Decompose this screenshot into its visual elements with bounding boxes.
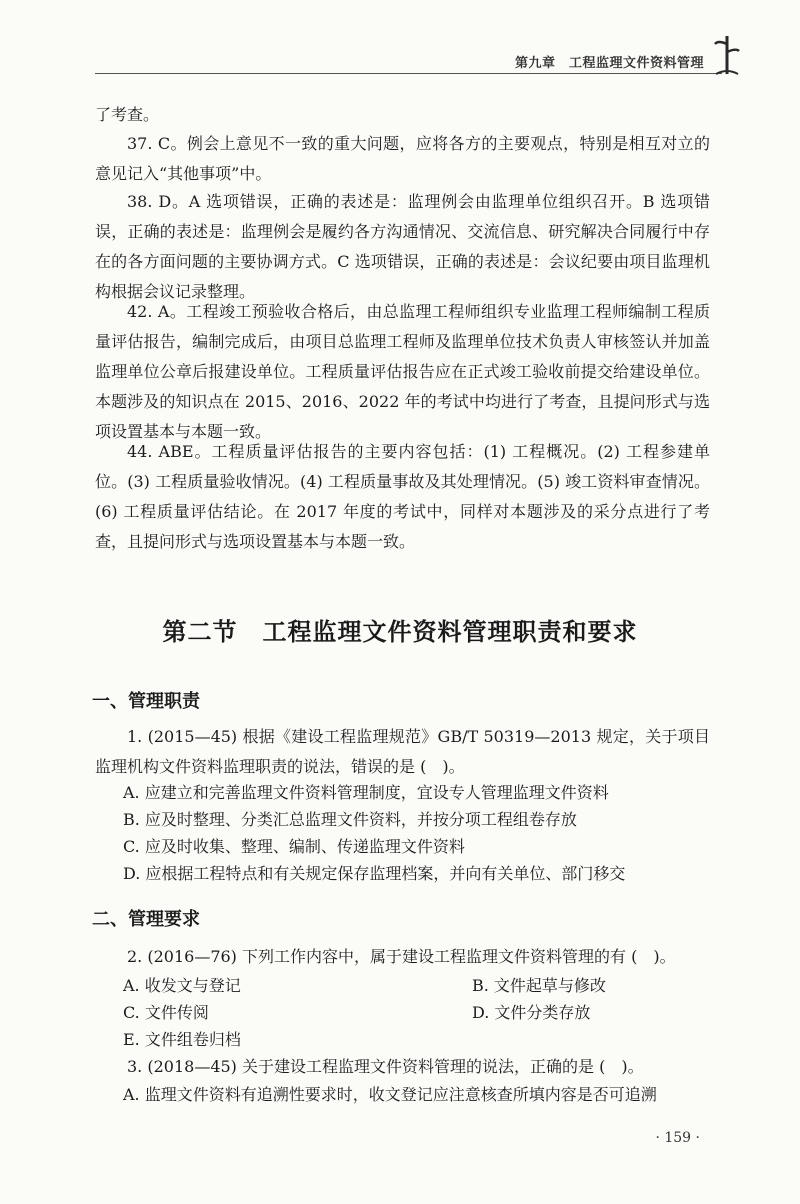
chapter-header-title: 第九章 工程监理文件资料管理 xyxy=(514,56,704,71)
q2-option-c: C. 文件传阅 xyxy=(123,1003,209,1022)
q1-option-a: A. 应建立和完善监理文件资料管理制度，宜设专人管理监理文件资料 xyxy=(123,783,609,802)
q1-option-d: D. 应根据工程特点和有关规定保存监理档案，并向有关单位、部门移交 xyxy=(123,864,626,883)
q2-option-d: D. 文件分类存放 xyxy=(472,1003,591,1022)
section-title: 第二节 工程监理文件资料管理职责和要求 xyxy=(162,618,638,646)
q3-option-a: A. 监理文件资料有追溯性要求时，收文登记应注意核查所填内容是否可追溯 xyxy=(123,1085,657,1104)
answer-44: 44. ABE。工程质量评估报告的主要内容包括：(1) 工程概况。(2) 工程参建单位。(3) 工程质量验收情况。(4) 工程质量事故及其处理情况。(5) 竣工资料审查情况。(6) 工程质量评估结论。在 2017 年度的考试中，同样对本题涉及的采分点进行了考查，且提问形式与选项设置基本与本题一致。 xyxy=(95,442,710,551)
header-rule xyxy=(95,73,722,74)
q1-option-c: C. 应及时收集、整理、编制、传递监理文件资料 xyxy=(123,837,465,856)
q1-option-b: B. 应及时整理、分类汇总监理文件资料，并按分项工程组卷存放 xyxy=(123,810,577,829)
page-number: · 159 · xyxy=(655,1130,700,1146)
answer-38: 38. D。A 选项错误，正确的表述是：监理例会由监理单位组织召开。B 选项错误，正确的表述是：监理例会是履约各方沟通情况、交流信息、研究解决合同履行中存在的各方面问题的主要协调方式。C 选项错误，正确的表述是：会议纪要由项目监理机构根据会议记录整理。 xyxy=(95,192,710,301)
sprout-ornament-icon xyxy=(712,30,742,76)
answer-42: 42. A。工程竣工预验收合格后，由总监理工程师组织专业监理工程师编制工程质量评估报告，编制完成后，由项目总监理工程师及监理单位技术负责人审核签认并加盖监理单位公章后报建设单位。工程质量评估报告应在正式竣工验收前提交给建设单位。本题涉及的知识点在 2015、2016、2022 年的考试中均进行了考查，且提问形式与选项设置基本与本题一致。 xyxy=(95,302,710,441)
question-2: 2. (2016—76) 下列工作内容中，属于建设工程监理文件资料管理的有 ( )。 xyxy=(127,947,676,966)
q2-option-e: E. 文件组卷归档 xyxy=(123,1030,241,1049)
question-3: 3. (2018—45) 关于建设工程监理文件资料管理的说法，正确的是 ( )。 xyxy=(127,1057,644,1076)
q2-option-b: B. 文件起草与修改 xyxy=(472,976,606,995)
heading-management-duties: 一、管理职责 xyxy=(92,691,200,712)
heading-management-requirements: 二、管理要求 xyxy=(92,909,200,930)
question-1: 1. (2015—45) 根据《建设工程监理规范》GB/T 50319—2013 规定，关于项目监理机构文件资料监理职责的说法，错误的是 ( )。 xyxy=(95,727,710,776)
q2-option-a: A. 收发文与登记 xyxy=(123,976,241,995)
answer-continuation: 了考查。 xyxy=(95,105,160,124)
answer-37: 37. C。例会上意见不一致的重大问题，应将各方的主要观点，特别是相互对立的意见记入“其他事项”中。 xyxy=(95,134,710,183)
